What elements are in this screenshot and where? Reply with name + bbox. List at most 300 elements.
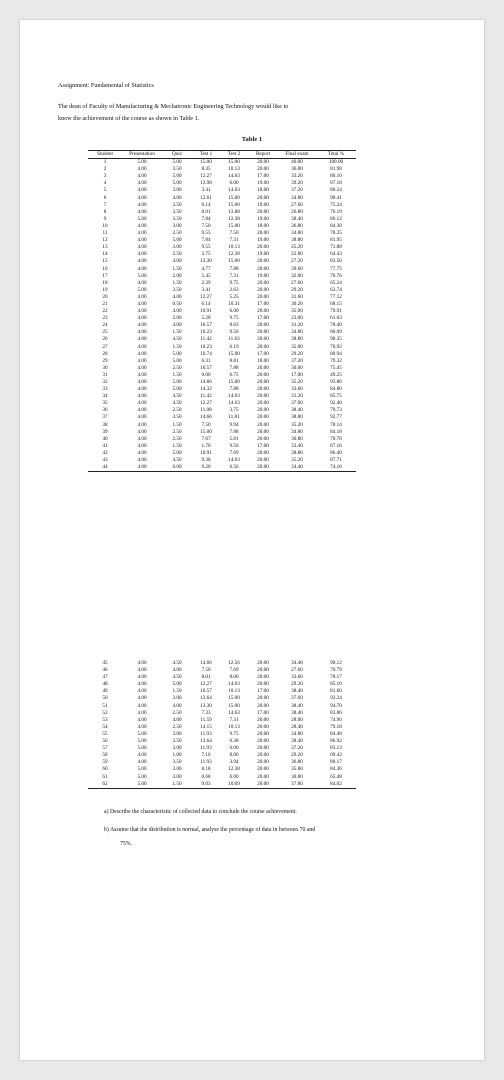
data-table-part-1 — [88, 150, 356, 472]
presentation-cell: 4.00 — [137, 371, 147, 378]
test1-cell: 9.20 — [192, 464, 220, 472]
report-cell: 20.00 — [257, 194, 269, 201]
quiz-cell: 3.50 — [172, 215, 182, 222]
report-cell: 20.00 — [257, 421, 269, 428]
table-row — [88, 223, 356, 230]
table-row — [88, 752, 356, 759]
quiz-cell: 2.50 — [172, 435, 182, 442]
quiz-cell: 3.50 — [172, 166, 182, 173]
quiz-cell: 2.50 — [172, 251, 182, 258]
final-exam-cell: 33.60 — [291, 386, 303, 393]
total-cell: 84.80 — [330, 386, 342, 393]
table-row — [88, 774, 356, 781]
student-cell: 36 — [102, 407, 108, 414]
col-header-report: Report — [248, 151, 278, 159]
final-exam-cell: 38.80 — [291, 336, 303, 343]
total-cell: 83.13 — [330, 745, 342, 752]
table-row — [88, 308, 356, 315]
test2-cell: 9.56 — [229, 329, 239, 336]
final-exam-cell: 37.80 — [278, 781, 316, 789]
quiz-cell: 4.00 — [172, 716, 182, 723]
final-exam-cell: 38.40 — [291, 702, 303, 709]
total-cell: 87.71 — [330, 457, 342, 464]
test1-cell: 12.27 — [200, 681, 212, 688]
presentation-cell: 5.00 — [137, 773, 147, 780]
quiz-cell: 3.00 — [172, 187, 182, 194]
final-exam-cell: 36.80 — [291, 222, 303, 229]
final-exam-cell: 33.60 — [291, 674, 303, 681]
table-row — [88, 230, 356, 237]
report-cell: 20.00 — [257, 166, 269, 173]
quiz-cell: 4.50 — [172, 457, 182, 464]
test1-cell: 3.41 — [201, 187, 211, 194]
test1-cell: 14.32 — [200, 386, 212, 393]
student-cell: 2 — [103, 166, 107, 173]
presentation-cell: 5.00 — [137, 272, 147, 279]
test1-cell: 10.91 — [200, 449, 212, 456]
student-cell: 30 — [102, 364, 108, 371]
data-table-part-2 — [88, 660, 356, 789]
test1-cell: 8.01 — [201, 674, 211, 681]
test1-cell: 11.93 — [200, 730, 212, 737]
quiz-cell: 4.50 — [172, 393, 182, 400]
test1-cell: 4.77 — [201, 265, 211, 272]
test1-cell: 10.23 — [200, 329, 212, 336]
total-cell: 83.50 — [330, 258, 342, 265]
test2-cell: 11.81 — [228, 414, 240, 421]
quiz-cell: 2.50 — [172, 709, 182, 716]
total-cell: 80.24 — [330, 187, 342, 194]
total-cell: 49.25 — [330, 371, 342, 378]
col-header-total: Total % — [316, 151, 356, 159]
quiz-cell: 1.50 — [172, 265, 182, 272]
test2-cell: 7.31 — [229, 272, 239, 279]
student-cell: 22 — [102, 308, 108, 315]
table-row — [88, 766, 356, 773]
total-cell: 83.86 — [330, 709, 342, 716]
student-cell: 46 — [102, 667, 108, 674]
quiz-cell: 4.00 — [172, 308, 182, 315]
report-cell: 17.00 — [257, 173, 269, 180]
student-cell: 17 — [102, 272, 108, 279]
presentation-cell: 4.00 — [137, 702, 147, 709]
report-cell: 17.00 — [257, 315, 269, 322]
test2-cell: 14.63 — [228, 457, 240, 464]
report-cell: 19.00 — [257, 251, 269, 258]
col-header-quiz: Quiz — [162, 151, 192, 159]
presentation-cell: 4.00 — [137, 300, 147, 307]
report-cell: 20.00 — [257, 265, 269, 272]
test1-cell: 10.74 — [200, 350, 212, 357]
final-exam-cell: 37.20 — [291, 357, 303, 364]
table-row — [88, 287, 356, 294]
quiz-cell: 5.00 — [172, 173, 182, 180]
quiz-cell: 1.50 — [172, 442, 182, 449]
report-cell: 20.00 — [257, 667, 269, 674]
test1-cell: 9.03 — [192, 781, 220, 789]
test1-cell: 12.27 — [200, 400, 212, 407]
final-exam-cell: 26.80 — [291, 208, 303, 215]
total-cell: 76.19 — [330, 208, 342, 215]
total-cell: 80.94 — [330, 350, 342, 357]
presentation-cell: 4.00 — [137, 350, 147, 357]
table-row — [88, 695, 356, 702]
student-cell: 43 — [102, 457, 108, 464]
presentation-cell: 4.00 — [137, 187, 147, 194]
table-row — [88, 457, 356, 464]
table-row — [88, 159, 356, 167]
final-exam-cell: 34.80 — [291, 230, 303, 237]
table-row — [88, 202, 356, 209]
presentation-cell: 4.00 — [137, 393, 147, 400]
final-exam-cell: 36.80 — [291, 759, 303, 766]
test1-cell: 7.33 — [201, 709, 211, 716]
report-cell: 20.00 — [257, 293, 269, 300]
test2-cell: 15.00 — [228, 194, 240, 201]
total-cell: 84.18 — [330, 428, 342, 435]
test1-cell: 14.66 — [200, 660, 212, 666]
table-row — [88, 724, 356, 731]
test2-cell: 5.25 — [229, 293, 239, 300]
presentation-cell: 4.00 — [137, 759, 147, 766]
student-cell: 62 — [88, 781, 122, 789]
final-exam-cell: 23.00 — [291, 315, 303, 322]
report-cell: 17.00 — [257, 688, 269, 695]
test1-cell: 7.84 — [201, 215, 211, 222]
final-exam-cell: 38.40 — [291, 215, 303, 222]
table-row — [88, 781, 356, 789]
test2-cell: 6.38 — [229, 738, 239, 745]
final-exam-cell: 40.00 — [291, 159, 303, 166]
table-row — [88, 216, 356, 223]
student-cell: 5 — [103, 187, 107, 194]
report-cell: 20.00 — [257, 745, 269, 752]
table-row — [88, 180, 356, 187]
quiz-cell: 4.50 — [172, 674, 182, 681]
test1-cell: 9.55 — [201, 244, 211, 251]
total-cell: 78.40 — [330, 322, 342, 329]
table-row — [88, 273, 356, 280]
total-cell: 80.17 — [330, 759, 342, 766]
table-row — [88, 365, 356, 372]
final-exam-cell: 33.40 — [291, 442, 303, 449]
report-cell: 20.00 — [257, 244, 269, 251]
total-cell: 74.90 — [330, 716, 342, 723]
table-title: Table 1 — [241, 136, 263, 143]
student-cell: 45 — [102, 660, 108, 666]
total-cell: 79.91 — [330, 308, 342, 315]
final-exam-cell: 29.20 — [291, 681, 303, 688]
final-exam-cell: 17.00 — [291, 371, 303, 378]
presentation-cell: 4.00 — [137, 414, 147, 421]
test2-cell: 14.63 — [228, 173, 240, 180]
col-header-test1: Test 1 — [192, 151, 220, 159]
report-cell: 19.00 — [257, 237, 269, 244]
table-row — [88, 443, 356, 450]
student-cell: 4 — [103, 180, 107, 187]
test1-cell: 7.67 — [201, 435, 211, 442]
table-row — [88, 759, 356, 766]
table-row — [88, 258, 356, 265]
total-cell: 64.43 — [330, 251, 342, 258]
final-exam-cell: 30.20 — [291, 300, 303, 307]
presentation-cell: 5.00 — [137, 738, 147, 745]
question-b: b) Assume that the distribution is normal, analyse the percentage of data in between 70 and — [104, 827, 316, 833]
question-b-continued: 75%. — [120, 841, 133, 847]
final-exam-cell: 34.80 — [291, 194, 303, 201]
table-row — [88, 731, 356, 738]
presentation-cell: 4.00 — [137, 379, 147, 385]
report-cell: 18.00 — [257, 357, 269, 364]
report-cell: 20.00 — [257, 258, 269, 265]
test2-cell: 8.06 — [229, 752, 239, 759]
test1-cell: 3.41 — [201, 286, 211, 293]
presentation-cell: 5.00 — [122, 781, 162, 789]
presentation-cell: 4.00 — [137, 386, 147, 393]
test2-cell: 6.56 — [220, 464, 248, 472]
test2-cell: 7.88 — [229, 364, 239, 371]
final-exam-cell: 39.20 — [291, 180, 303, 187]
student-cell: 11 — [102, 230, 108, 237]
quiz-cell: 3.50 — [172, 414, 182, 421]
final-exam-cell: 37.00 — [291, 400, 303, 407]
test1-cell: 5.45 — [201, 272, 211, 279]
test2-cell: 6.75 — [229, 371, 239, 378]
final-exam-cell: 38.40 — [291, 738, 303, 745]
quiz-cell: 1.50 — [172, 421, 182, 428]
test2-cell: 9.94 — [229, 421, 239, 428]
total-cell: 93.24 — [330, 695, 342, 702]
quiz-cell: 4.50 — [172, 336, 182, 343]
quiz-cell: 4.50 — [172, 400, 182, 407]
presentation-cell: 4.00 — [137, 329, 147, 336]
total-cell: 84.48 — [330, 730, 342, 737]
test1-cell: 12.27 — [200, 173, 212, 180]
student-cell: 55 — [102, 730, 108, 737]
quiz-cell: 3.00 — [172, 730, 182, 737]
presentation-cell: 4.00 — [137, 230, 147, 237]
report-cell: 20.00 — [257, 371, 269, 378]
student-cell: 35 — [102, 400, 108, 407]
table-row — [88, 450, 356, 457]
total-cell: 84.30 — [330, 222, 342, 229]
test1-cell: 0.68 — [201, 773, 211, 780]
presentation-cell: 5.00 — [137, 215, 147, 222]
total-cell: 70.78 — [330, 435, 342, 442]
student-cell: 38 — [102, 421, 108, 428]
report-cell: 20.00 — [257, 660, 269, 666]
assignment-title: Assignment: Fundamental of Statistics — [58, 82, 154, 89]
presentation-cell: 4.00 — [137, 709, 147, 716]
student-cell: 37 — [102, 414, 108, 421]
total-cell: 75.24 — [330, 201, 342, 208]
presentation-cell: 4.00 — [137, 435, 147, 442]
table-row — [88, 351, 356, 358]
student-cell: 59 — [102, 759, 108, 766]
final-exam-cell: 32.00 — [291, 272, 303, 279]
final-exam-cell: 38.80 — [291, 449, 303, 456]
report-cell: 20.00 — [257, 773, 269, 780]
total-cell: 78.35 — [330, 230, 342, 237]
total-cell: 79.32 — [330, 357, 342, 364]
report-cell: 20.00 — [257, 407, 269, 414]
test2-cell: 10.69 — [220, 781, 248, 789]
presentation-cell: 4.00 — [137, 194, 147, 201]
quiz-cell: 3.00 — [172, 222, 182, 229]
table-row — [88, 195, 356, 202]
report-cell: 20.00 — [257, 695, 269, 702]
report-cell: 20.00 — [257, 400, 269, 407]
test2-cell: 14.63 — [228, 681, 240, 688]
quiz-cell: 2.50 — [172, 723, 182, 730]
table-row — [88, 688, 356, 695]
presentation-cell: 4.00 — [137, 336, 147, 343]
total-cell: 71.88 — [330, 244, 342, 251]
table-row — [88, 173, 356, 180]
table-row — [88, 315, 356, 322]
table-row — [88, 280, 356, 287]
test1-cell: 3.75 — [201, 251, 211, 258]
test1-cell: 0.00 — [201, 371, 211, 378]
total-cell: 78.14 — [330, 421, 342, 428]
presentation-cell: 5.00 — [137, 766, 147, 773]
final-exam-cell: 27.60 — [291, 201, 303, 208]
test1-cell: 10.57 — [200, 364, 212, 371]
presentation-cell: 4.00 — [137, 660, 147, 666]
report-cell: 20.00 — [248, 781, 278, 789]
test2-cell: 15.00 — [228, 379, 240, 385]
presentation-cell: 4.00 — [137, 265, 147, 272]
table-row — [88, 358, 356, 365]
final-exam-cell: 35.00 — [291, 308, 303, 315]
test1-cell: 11.08 — [200, 407, 212, 414]
test2-cell: 8.81 — [229, 357, 239, 364]
test2-cell: 5.81 — [229, 435, 239, 442]
test1-cell: 12.61 — [200, 194, 212, 201]
final-exam-cell: 31.20 — [291, 393, 303, 400]
test1-cell: 13.64 — [200, 695, 212, 702]
table-row — [88, 738, 356, 745]
table-row — [88, 386, 356, 393]
test2-cell: 6.00 — [229, 308, 239, 315]
test2-cell: 10.13 — [228, 244, 240, 251]
test1-cell: 7.16 — [201, 752, 211, 759]
presentation-cell: 4.00 — [137, 244, 147, 251]
test1-cell: 9.38 — [201, 457, 211, 464]
table-row — [88, 393, 356, 400]
total-cell: 65.48 — [330, 773, 342, 780]
student-cell: 28 — [102, 350, 108, 357]
report-cell: 20.00 — [257, 343, 269, 350]
student-cell: 54 — [102, 723, 108, 730]
final-exam-cell: 27.20 — [291, 258, 303, 265]
presentation-cell: 5.00 — [137, 286, 147, 293]
student-cell: 26 — [102, 336, 108, 343]
quiz-cell: 2.50 — [172, 428, 182, 435]
table-header-row — [88, 151, 356, 159]
total-cell: 80.09 — [330, 329, 342, 336]
student-cell: 18 — [102, 279, 108, 286]
report-cell: 20.00 — [257, 386, 269, 393]
student-cell: 32 — [102, 379, 108, 385]
student-cell: 27 — [102, 343, 108, 350]
test1-cell: 6.14 — [201, 201, 211, 208]
final-exam-cell: 27.60 — [291, 667, 303, 674]
presentation-cell: 4.00 — [137, 180, 147, 187]
total-cell: 90.35 — [330, 336, 342, 343]
table-row — [88, 717, 356, 724]
test2-cell: 15.00 — [228, 695, 240, 702]
table-row — [88, 336, 356, 343]
test2-cell: 2.63 — [229, 286, 239, 293]
total-cell: 77.75 — [330, 265, 342, 272]
table-row — [88, 237, 356, 244]
student-cell: 9 — [103, 215, 107, 222]
presentation-cell: 4.00 — [137, 357, 147, 364]
test1-cell: 8.01 — [201, 208, 211, 215]
presentation-cell: 4.00 — [137, 208, 147, 215]
student-cell: 44 — [88, 464, 122, 472]
quiz-cell: 2.50 — [172, 230, 182, 237]
test2-cell: 7.31 — [229, 237, 239, 244]
total-cell: 67.16 — [330, 442, 342, 449]
presentation-cell: 4.00 — [137, 752, 147, 759]
quiz-cell: 2.00 — [172, 272, 182, 279]
final-exam-cell: 35.00 — [291, 343, 303, 350]
quiz-cell: 5.00 — [172, 386, 182, 393]
quiz-cell: 5.00 — [172, 237, 182, 244]
test2-cell: 7.88 — [229, 265, 239, 272]
total-cell: 75.45 — [330, 364, 342, 371]
final-exam-cell: 31.60 — [291, 293, 303, 300]
table-row — [88, 400, 356, 407]
student-cell: 19 — [102, 286, 108, 293]
quiz-cell: 3.00 — [172, 773, 182, 780]
test2-cell: 15.00 — [228, 350, 240, 357]
test1-cell: 7.50 — [201, 222, 211, 229]
presentation-cell: 4.00 — [137, 407, 147, 414]
total-cell: 79.73 — [330, 407, 342, 414]
report-cell: 19.00 — [257, 215, 269, 222]
student-cell: 53 — [102, 716, 108, 723]
total-cell: 90.12 — [330, 660, 342, 666]
quiz-cell: 4.00 — [172, 322, 182, 329]
final-exam-cell: 38.40 — [291, 688, 303, 695]
total-cell: 70.79 — [330, 667, 342, 674]
test1-cell: 8.18 — [201, 766, 211, 773]
test2-cell: 12.56 — [228, 660, 240, 666]
student-cell: 15 — [102, 258, 108, 265]
test1-cell: 10.23 — [200, 343, 212, 350]
report-cell: 18.00 — [257, 222, 269, 229]
report-cell: 20.00 — [257, 738, 269, 745]
student-cell: 39 — [102, 428, 108, 435]
report-cell: 20.00 — [257, 752, 269, 759]
student-cell: 3 — [103, 173, 107, 180]
total-cell: 92.40 — [330, 400, 342, 407]
final-exam-cell: 37.20 — [291, 187, 303, 194]
test2-cell: 15.00 — [228, 222, 240, 229]
quiz-cell: 3.50 — [172, 208, 182, 215]
test2-cell: 6.00 — [229, 773, 239, 780]
student-cell: 16 — [102, 265, 108, 272]
final-exam-cell: 35.80 — [291, 766, 303, 773]
report-cell: 18.00 — [257, 187, 269, 194]
report-cell: 17.00 — [257, 709, 269, 716]
report-cell: 20.00 — [248, 464, 278, 472]
table-row — [88, 703, 356, 710]
report-cell: 20.00 — [257, 329, 269, 336]
